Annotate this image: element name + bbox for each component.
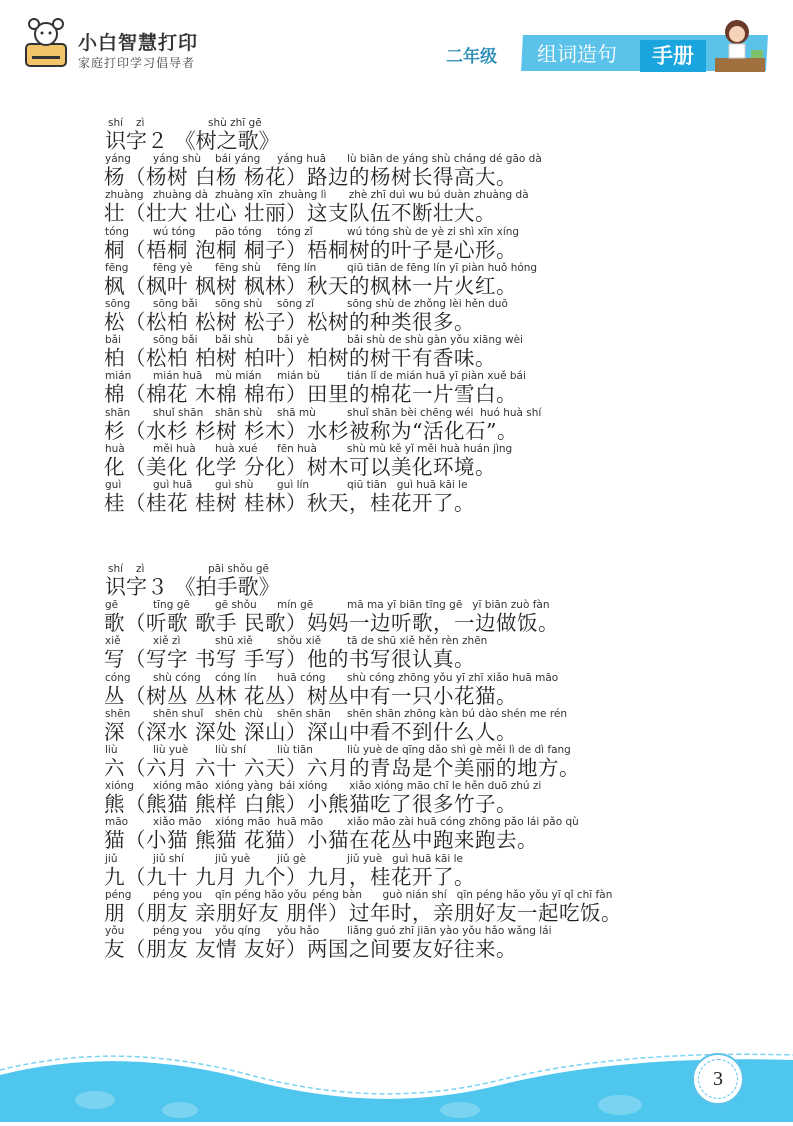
pinyin: guì huā bbox=[153, 479, 193, 491]
hanzi-line: 六（六月 六十 六天）六月的青岛是个美丽的地方。 bbox=[104, 756, 581, 780]
vocab-entry bbox=[0, 370, 793, 406]
pinyin: fēng shù bbox=[215, 261, 261, 274]
vocab-entry bbox=[0, 153, 793, 189]
pinyin: wú tóng bbox=[153, 225, 196, 238]
pinyin: jiǔ yuè bbox=[215, 852, 251, 865]
hanzi-line: 桂（桂花 桂树 桂林）秋天，桂花开了。 bbox=[104, 491, 476, 515]
vocab-entry bbox=[0, 334, 793, 370]
vocab-entry bbox=[0, 407, 793, 443]
pinyin-row bbox=[105, 853, 469, 865]
vocab-entry bbox=[0, 443, 793, 479]
pinyin: huà bbox=[105, 442, 125, 455]
pinyin: yǒu qíng bbox=[215, 925, 261, 937]
pinyin: sōng zǐ bbox=[277, 298, 314, 310]
pinyin: xiě zì bbox=[153, 635, 181, 648]
pinyin: shù cóng zhōng yǒu yī zhī xiǎo huā māo bbox=[347, 671, 559, 684]
pinyin-row bbox=[105, 226, 525, 238]
pinyin: tián lǐ de mián huā yī piàn xuě bái bbox=[347, 370, 526, 383]
vocab-entry bbox=[0, 853, 793, 889]
pinyin-row bbox=[105, 780, 547, 792]
pinyin: mín gē bbox=[277, 599, 314, 612]
pinyin: shù mù kě yǐ měi huà huán jìng bbox=[347, 442, 513, 455]
vocab-entry bbox=[0, 479, 793, 515]
cloud-wave-icon bbox=[0, 1040, 793, 1122]
pinyin: bǎi bbox=[105, 334, 122, 347]
pinyin: shū xiě bbox=[215, 635, 253, 648]
pinyin: zhuàng xīn bbox=[215, 189, 273, 202]
pinyin: zhuàng dà bbox=[153, 189, 209, 202]
title-pinyin: zì bbox=[136, 117, 145, 129]
pinyin: guò nián shí qīn péng hǎo yǒu yī qǐ chī fàn bbox=[382, 888, 613, 901]
vocab-entry bbox=[0, 925, 793, 961]
pinyin: xióng bbox=[105, 780, 134, 793]
pinyin-row bbox=[105, 635, 493, 647]
hanzi-line: 熊（熊猫 熊样 白熊）小熊猫吃了很多竹子。 bbox=[104, 792, 518, 817]
pinyin: sōng shù de zhǒng lèi hěn duō bbox=[347, 298, 508, 310]
pinyin: shǒu xiě bbox=[277, 635, 322, 648]
vocab-entry bbox=[0, 599, 793, 635]
pinyin: shù cóng bbox=[153, 671, 201, 684]
hanzi-line: 松（松柏 松树 松子）松树的种类很多。 bbox=[104, 310, 476, 334]
pinyin-row bbox=[105, 708, 573, 720]
hanzi-line: 写（写字 书写 手写）他的书写很认真。 bbox=[104, 647, 476, 672]
pinyin: qīn péng hǎo yǒu bbox=[215, 888, 307, 901]
pinyin: xiǎo xióng māo chī le hěn duō zhú zi bbox=[349, 780, 542, 793]
pinyin: tóng bbox=[105, 225, 129, 238]
vocab-entry bbox=[0, 780, 793, 816]
pinyin: yáng bbox=[105, 153, 131, 166]
pinyin: mù mián bbox=[215, 370, 262, 383]
pinyin: qiū tiān de fēng lín yī piàn huǒ hóng bbox=[347, 261, 538, 274]
brand-name: 小白智慧打印 bbox=[78, 32, 199, 54]
pinyin: liù yuè de qīng dǎo shì gè měi lì de dì fang bbox=[347, 744, 571, 756]
pinyin: shēn shān bbox=[277, 707, 331, 720]
vocab-entry bbox=[0, 226, 793, 262]
pinyin: shā mù bbox=[277, 406, 316, 419]
vocab-entry bbox=[0, 708, 793, 744]
pinyin: wú tóng shù de yè zi shì xīn xíng bbox=[347, 225, 520, 238]
pinyin: bǎi yè bbox=[277, 334, 310, 347]
pinyin: sōng shù bbox=[215, 298, 263, 310]
pinyin: yǒu hǎo bbox=[277, 925, 320, 937]
title-pinyin: shù zhī gē bbox=[208, 117, 262, 129]
pinyin: zhuàng lì bbox=[278, 189, 327, 202]
title-pinyin: shí bbox=[108, 117, 124, 129]
pinyin: shēn chù bbox=[215, 707, 263, 720]
pinyin: péng you bbox=[153, 888, 203, 901]
pinyin: bái yáng bbox=[215, 153, 261, 166]
pinyin: bǎi shù bbox=[215, 334, 254, 347]
pinyin: xiǎo māo bbox=[153, 816, 202, 829]
pinyin-row bbox=[105, 262, 543, 274]
pinyin: shuǐ shān bbox=[153, 406, 204, 419]
pinyin: liù bbox=[105, 744, 118, 756]
pinyin: bái xióng bbox=[279, 780, 328, 793]
pinyin: gē bbox=[105, 599, 119, 612]
pinyin: shēn bbox=[105, 707, 131, 720]
pinyin: shuǐ shān bèi chēng wéi huó huà shí bbox=[347, 406, 542, 419]
title-pinyin: shí bbox=[108, 563, 124, 575]
hanzi-line: 杨（杨树 白杨 杨花）路边的杨树长得高大。 bbox=[104, 165, 518, 190]
printer-dog-logo-icon bbox=[24, 18, 68, 68]
pinyin: jiǔ yuè guì huā kāi le bbox=[347, 852, 463, 865]
hanzi-line: 桐（梧桐 泡桐 桐子）梧桐树的叶子是心形。 bbox=[104, 237, 518, 262]
footer-wave bbox=[0, 1040, 793, 1122]
pinyin-row bbox=[105, 443, 518, 455]
pinyin: pāo tóng bbox=[215, 225, 262, 238]
pinyin-row bbox=[105, 672, 564, 684]
lesson-title: 识字３ 《拍手歌》 bbox=[105, 575, 280, 599]
pinyin: huā māo bbox=[277, 816, 324, 829]
pinyin-row bbox=[105, 599, 556, 611]
pinyin: gē shǒu bbox=[215, 599, 257, 612]
pinyin: huā cóng bbox=[277, 671, 326, 684]
pinyin: zhuàng bbox=[105, 189, 144, 202]
pinyin: fēn huà bbox=[277, 442, 317, 455]
hanzi-line: 枫（枫叶 枫树 枫林）秋天的枫林一片火红。 bbox=[104, 273, 518, 298]
pinyin: jiǔ bbox=[105, 852, 118, 865]
pinyin: jiǔ shí bbox=[153, 852, 184, 865]
pinyin: péng bbox=[105, 888, 132, 901]
pinyin: sōng bbox=[105, 298, 131, 310]
vocab-entry bbox=[0, 744, 793, 780]
banner-title: 组词造句 bbox=[537, 42, 617, 66]
pinyin-row bbox=[105, 189, 535, 201]
vocab-entry bbox=[0, 889, 793, 925]
pinyin-row bbox=[105, 153, 548, 165]
pinyin-row bbox=[105, 370, 532, 382]
brand-slogan: 家庭打印学习倡导者 bbox=[78, 56, 196, 70]
hanzi-line: 猫（小猫 熊猫 花猫）小猫在花丛中跑来跑去。 bbox=[104, 828, 539, 853]
vocab-entry bbox=[0, 189, 793, 225]
pinyin-row bbox=[105, 479, 474, 491]
grade-label: 二年级 bbox=[446, 47, 497, 67]
vocab-entry bbox=[0, 635, 793, 671]
title-pinyin: zì bbox=[136, 563, 145, 575]
banner-tag: 手册 bbox=[640, 40, 706, 72]
pinyin: tīng gē bbox=[153, 599, 190, 612]
girl-illustration-icon bbox=[715, 14, 765, 72]
pinyin: lù biān de yáng shù cháng dé gāo dà bbox=[347, 153, 542, 166]
pinyin: shēn shuǐ bbox=[153, 707, 204, 720]
hanzi-line: 杉（水杉 杉树 杉木）水杉被称为“活化石”。 bbox=[104, 418, 518, 443]
pinyin: tā de shū xiě hěn rèn zhēn bbox=[347, 635, 488, 648]
pinyin: jiǔ gè bbox=[277, 852, 306, 865]
pinyin: tóng zǐ bbox=[277, 225, 313, 238]
pinyin: zhè zhī duì wu bú duàn zhuàng dà bbox=[348, 189, 529, 202]
pinyin: měi huà bbox=[153, 442, 196, 455]
pinyin: guì bbox=[105, 479, 122, 491]
pinyin: liù yuè bbox=[153, 744, 189, 756]
pinyin: péng bàn bbox=[312, 888, 363, 901]
hanzi-line: 棉（棉花 木棉 棉布）田里的棉花一片雪白。 bbox=[104, 382, 518, 407]
pinyin: bǎi shù de shù gàn yǒu xiāng wèi bbox=[347, 334, 523, 347]
pinyin: fēng bbox=[105, 261, 129, 274]
vocab-entry bbox=[0, 298, 793, 334]
pinyin: xiǎo māo zài huā cóng zhōng pǎo lái pǎo qù bbox=[347, 816, 579, 829]
pinyin: fēng yè bbox=[153, 261, 193, 274]
pinyin: fēng lín bbox=[277, 261, 317, 274]
vocab-entry bbox=[0, 672, 793, 708]
pinyin: mián bù bbox=[277, 370, 320, 383]
pinyin-row bbox=[105, 407, 547, 419]
pinyin: cóng bbox=[105, 671, 131, 684]
vocab-entry bbox=[0, 816, 793, 852]
hanzi-line: 友（朋友 友情 友好）两国之间要友好往来。 bbox=[104, 937, 518, 961]
pinyin-row bbox=[105, 816, 585, 828]
pinyin: shān bbox=[105, 406, 131, 419]
pinyin: qiū tiān guì huā kāi le bbox=[347, 479, 468, 491]
pinyin: shān shù bbox=[215, 406, 263, 419]
pinyin: liù shí bbox=[215, 744, 246, 756]
hanzi-line: 壮（壮大 壮心 壮丽）这支队伍不断壮大。 bbox=[104, 201, 497, 226]
hanzi-line: 歌（听歌 歌手 民歌）妈妈一边听歌，一边做饭。 bbox=[104, 611, 560, 636]
hanzi-line: 丛（树丛 丛林 花丛）树丛中有一只小花猫。 bbox=[104, 683, 518, 708]
pinyin: sōng bǎi bbox=[153, 334, 198, 347]
title-pinyin: pāi shǒu gē bbox=[208, 563, 270, 575]
pinyin: shēn shān zhōng kàn bú dào shén me rén bbox=[347, 707, 568, 720]
pinyin-row bbox=[105, 925, 558, 937]
vocab-entry bbox=[0, 262, 793, 298]
pinyin: mián bbox=[105, 370, 132, 383]
pinyin-row bbox=[105, 744, 577, 756]
pinyin: yáng shù bbox=[153, 153, 202, 166]
pinyin: guì shù bbox=[215, 479, 254, 491]
pinyin: cóng lín bbox=[215, 671, 257, 684]
lesson-title: 识字２ 《树之歌》 bbox=[105, 129, 280, 153]
pinyin-row bbox=[105, 298, 514, 310]
pinyin: māo bbox=[105, 816, 129, 829]
pinyin: mián huā bbox=[153, 370, 203, 383]
pinyin: mā ma yī biān tīng gē yī biān zuò fàn bbox=[347, 599, 550, 612]
hanzi-line: 九（九十 九月 九个）九月，桂花开了。 bbox=[104, 864, 476, 889]
pinyin: xióng māo bbox=[153, 780, 209, 793]
pinyin: huà xué bbox=[215, 442, 258, 455]
hanzi-line: 柏（松柏 柏树 柏叶）柏树的树干有香味。 bbox=[104, 346, 497, 371]
pinyin: xióng yàng bbox=[215, 780, 274, 793]
pinyin: péng you bbox=[153, 925, 203, 937]
page-header bbox=[0, 0, 793, 95]
pinyin-row bbox=[105, 889, 618, 901]
hanzi-line: 朋（朋友 亲朋好友 朋伴）过年时，亲朋好友一起吃饭。 bbox=[104, 900, 623, 925]
pinyin: xióng māo bbox=[215, 816, 271, 829]
pinyin-row bbox=[105, 334, 529, 346]
pinyin: yǒu bbox=[105, 925, 125, 937]
pinyin: liǎng guó zhī jiān yào yǒu hǎo wǎng lái bbox=[347, 925, 552, 937]
pinyin: yáng huā bbox=[277, 153, 327, 166]
pinyin: xiě bbox=[105, 635, 121, 648]
pinyin: sōng bǎi bbox=[153, 298, 198, 310]
page-number: 3 bbox=[692, 1053, 744, 1105]
hanzi-line: 化（美化 化学 分化）树木可以美化环境。 bbox=[104, 454, 497, 479]
pinyin: guì lín bbox=[277, 479, 310, 491]
hanzi-line: 深（深水 深处 深山）深山中看不到什么人。 bbox=[104, 719, 518, 744]
pinyin: liù tiān bbox=[277, 744, 313, 756]
